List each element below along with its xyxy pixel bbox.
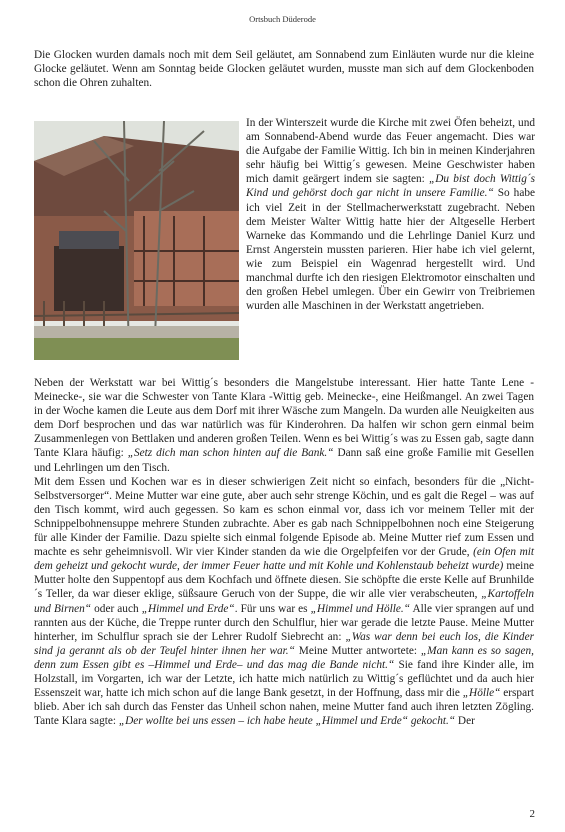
- text-run: So habe ich viel Zeit in der Stellmacherwerkstatt zugebracht. Neben dem Meister Walter Wittig hatte hier der Altgeselle Herbert Warneke das Kommando und die Lehrlinge Daniel Kurz und Ernst Angerstein mussten parieren. Hier habe ich viel gelernt, wie zum Beispiel ein Wagenrad hergestellt wird. Und manchmal durfte ich den riesigen Elektromotor einschalten und den großen Hebel umlegen. Über ein Gewirr von Treibriemen wurden alle Maschinen in der Werkstatt angetrieben.: [246, 187, 535, 313]
- quote-text: „Hölle“: [462, 687, 501, 700]
- running-header: Ortsbuch Düderode: [249, 14, 316, 24]
- text-run: erspart blieb. Aber ich sah durch das Fenster das Unheil schon nahen, meine Mutter fand auch ihren letzten Zögling. Tante Klara sagte:: [34, 687, 534, 728]
- paragraph-mangle-room: [34, 376, 534, 728]
- paragraph-food: [34, 475, 534, 729]
- text-run: Der: [455, 715, 475, 728]
- paragraph-text: Die Glocken wurden damals noch mit dem Seil geläutet, am Sonnabend zum Einläuten wurde nur die kleine Glocke geläutet. Wenn am Sonntag beide Glocken geläutet wurden, musste man sich auf dem Glockenboden schon die Ohren zuhalten.: [34, 49, 534, 90]
- paragraph-text: [34, 376, 534, 475]
- quote-text: „Der wollte bei uns essen – ich habe heute „Himmel und Erde“ gekocht.“: [118, 715, 456, 728]
- page-number: 2: [529, 808, 535, 820]
- quote-text: „Kartoffeln und Birnen“: [34, 588, 534, 615]
- paragraph-bells: [34, 48, 534, 90]
- quote-text: „Setz dich man schon hinten auf die Bank.“: [127, 447, 334, 460]
- quote-text: „Himmel und Erde“: [141, 602, 235, 615]
- text-run: Mit dem Essen und Kochen war es in dieser schwierigen Zeit nicht so einfach, besonders für die „Nicht-Selbstversorger“. Meine Mutter war eine gute, aber auch sehr strenge Köchin, und es galt die Regel – was auf den Tisch kommt, wird auch gegessen. So kam es schon einmal vor, dass ich vor meinem Teller mit der Schnippelbohnensuppe mehrere Stunden zubrachte. Aber es gab nach Schnippelbohnen noch eine Steigerung für alle Kinder der Familie. Dazu spielte sich einmal folgende Episode ab. Meine Mutter rief zum Essen und machte es sehr geheimnisvoll. Wir vier Kinder standen da wie die Orgelpfeifen vor der Grude,: [34, 475, 534, 559]
- text-run: oder auch: [91, 602, 142, 615]
- text-run: Sie fand ihre Kinder alle, im Holzstall, im Vorgarten, ich war der Letzte, ich hatte mich natürlich zu Wittig´s geflüchtet und da auch hier Essenszeit war, hatte ich mich schon auf die lange Bank gesetzt, in der Hoffnung, dass mir die: [34, 658, 534, 700]
- text-run: Neben der Werkstatt war bei Wittig´s besonders die Mangelstube interessant. Hier hatte Tante Lene -Meinecke-, sie war die Schwester von Tante Klara -Wittig geb. Meinecke-, eine Heißmangel. An zwei Tagen in der Woche kamen die Leute aus dem Dorf mit ihrer Wäsche zum Mangeln. Da wurden alle Neuigkeiten aus dem Dorf besprochen und das war natürlich was für Kinderohren. Da halfen wir schon gern einmal beim Zusammenlegen von Bettlaken und anderen großen Teilen. Wenn es bei Wittig´s was zu Essen gab, sagte dann Tante Klara häufig:: [34, 377, 534, 460]
- text-run: Meine Mutter antwortete:: [294, 644, 421, 657]
- text-run: Dann saß eine große Familie mit Gesellen und Lehrlingen um den Tisch.: [34, 447, 534, 474]
- quote-text: „Was war denn bei euch los, die Kinder sind ja gerannt als ob der Teufel hinter ihnen her war.“: [34, 630, 534, 657]
- quote-text: (ein Ofen mit dem geheizt und gekocht wurde, der immer Feuer hatte und mit Kohle und Kohlenstaub beheizt wurde): [34, 546, 534, 573]
- text-run: meine Mutter holte den Suppentopf aus dem Kochfach und öffnete diesen. Sie schöpfte die erste Kelle auf Brunhilde´s Teller, da war dieser eklige, süßsaure Geruch von der Suppe, die wir alle vier verabscheuten,: [34, 560, 534, 601]
- text-run: Alle vier sprangen auf und rannten aus der Küche, die Treppe runter durch den Schulflur, hier war gerade die letzte Pause. Meine Mutter hinterher, im Schulflur sprach sie der Lehrer Rudolf Siebrecht an:: [34, 602, 534, 643]
- paragraph-text: [246, 116, 535, 313]
- quote-text: „Himmel und Hölle.“: [310, 602, 411, 615]
- workshop-photo-image: [34, 121, 239, 360]
- text-run: In der Winterszeit wurde die Kirche mit zwei Öfen beheizt, und am Sonnabend-Abend wurde das Feuer angemacht. Dies war die Aufgabe der Familie Wittig. Ich bin in meinen Kinderjahren sehr häufig bei Wittig´s gewesen. Meine Geschwister haben mich damit geärgert indem sie sagten:: [246, 117, 535, 186]
- quote-text: „Du bist doch Wittig´s Kind und gehörst doch gar nicht in unsere Familie.“: [246, 173, 535, 200]
- text-run: . Für uns war es: [234, 602, 311, 615]
- paragraph-winter-workshop: [246, 116, 535, 313]
- workshop-photo: [34, 121, 239, 360]
- quote-text: „Man kann es so sagen, denn zum Essen gibt es –Himmel und Erde– und das mag die Bande nicht.“: [34, 644, 535, 671]
